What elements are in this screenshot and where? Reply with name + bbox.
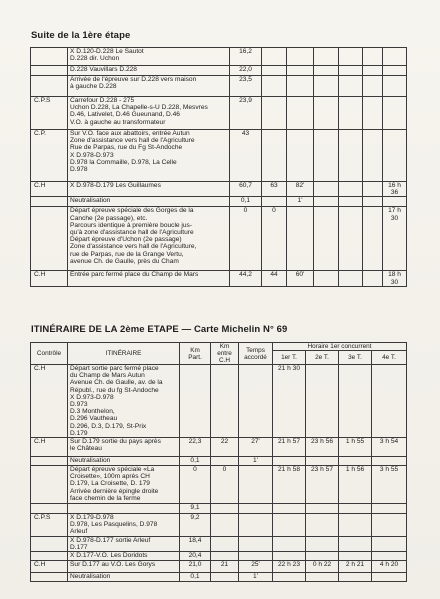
header-controle: Contrôle — [31, 343, 68, 365]
control-code: C.H — [31, 182, 68, 197]
control-code: C.H — [31, 365, 68, 438]
time-4th — [372, 536, 407, 551]
header-itineraire: ITINÉRAIRE — [68, 343, 180, 365]
time-2nd — [306, 504, 339, 514]
header-horaire: Horaire 1er concurrent — [273, 343, 407, 351]
km-between-ch — [211, 552, 239, 561]
time-1st — [273, 573, 306, 582]
table-row — [31, 466, 407, 504]
table-row — [31, 197, 407, 207]
km-part: 0 — [180, 466, 211, 504]
itinerary-text: D.228 Vauvillars D.228 — [68, 66, 230, 76]
header-temps: Temps accordé — [239, 343, 273, 365]
itinerary-text: X D.179-D.978 D.978, Les Pasquelins, D.978 Arleuf — [68, 514, 180, 537]
time-3rd — [363, 76, 383, 97]
time-1st — [314, 48, 339, 66]
time-3rd — [363, 66, 383, 76]
time-4th — [383, 97, 407, 130]
control-code — [31, 197, 68, 207]
km-between-ch — [211, 514, 239, 537]
itinerary-text: Départ épreuve spéciale des Gorges de la Canche (2e passage), etc. Parcours identique à première boucle jus- qu'à zone d'assistance hall de l'Agriculture Départ épreuve d'Uchon (2e passage) Zone d'assistance vers hall de l'Agriculture, rue de Parpas, rue de la Grange Vertu, avenue Ch. de Gaulle, près du Cham — [68, 207, 230, 271]
time-4th — [383, 48, 407, 66]
km-between-ch — [262, 197, 287, 207]
time-3rd — [363, 97, 383, 130]
km-between-ch: 44 — [262, 271, 287, 286]
time-allowed — [287, 130, 314, 182]
km-part: 0,1 — [230, 197, 262, 207]
header-t1: 1er T. — [273, 351, 306, 365]
time-1st — [273, 457, 306, 466]
km-part: 22,0 — [230, 66, 262, 76]
table-row — [31, 561, 407, 573]
header-t3: 3e T. — [339, 351, 372, 365]
time-allowed: 60' — [287, 271, 314, 286]
time-4th — [372, 457, 407, 466]
table-row — [31, 97, 407, 130]
time-2nd — [339, 207, 363, 271]
time-1st — [273, 504, 306, 514]
time-2nd — [339, 197, 363, 207]
itinerary-text: Départ épreuve spéciale «La Croisette», 100m après CH D.179, La Croisette, D. 179 Arrivée dernière épingle droite face chemin de la ferme — [68, 466, 180, 504]
time-allowed: 1' — [287, 197, 314, 207]
itinerary-text: Entrée parc fermé place du Champ de Mars — [68, 271, 230, 286]
control-code: C.H — [31, 271, 68, 286]
time-allowed — [287, 66, 314, 76]
time-3rd: 1 h 56 — [339, 466, 372, 504]
time-3rd — [339, 457, 372, 466]
time-1st — [314, 66, 339, 76]
time-4th — [383, 130, 407, 182]
km-between-ch — [211, 365, 239, 438]
time-4th — [383, 197, 407, 207]
time-1st: 21 h 58 — [273, 466, 306, 504]
time-1st — [273, 536, 306, 551]
time-2nd — [306, 514, 339, 537]
time-3rd: 2 h 21 — [339, 561, 372, 573]
time-4th — [383, 66, 407, 76]
table-row — [31, 552, 407, 561]
itinerary-text: Sur D.179 sortie du pays après le Château — [68, 438, 180, 457]
time-3rd — [363, 130, 383, 182]
time-allowed — [239, 504, 273, 514]
table-row — [31, 365, 407, 438]
time-4th: 18 h 30 — [383, 271, 407, 286]
km-part: 20,4 — [180, 552, 211, 561]
header-t4: 4e T. — [372, 351, 407, 365]
time-4th: 3 h 55 — [372, 466, 407, 504]
time-allowed — [239, 514, 273, 537]
table-row — [31, 504, 407, 514]
km-part: 0 — [230, 207, 262, 271]
km-between-ch — [262, 48, 287, 66]
table-row — [31, 457, 407, 466]
control-code — [31, 573, 68, 582]
time-allowed — [287, 48, 314, 66]
itinerary-text: X D.978-D.177 sortie Arleuf D.177 — [68, 536, 180, 551]
time-allowed: 1' — [239, 573, 273, 582]
time-allowed — [239, 466, 273, 504]
time-allowed — [239, 536, 273, 551]
table-row — [31, 514, 407, 537]
itinerary-text: X D.978-D.179 Les Guillaumes — [68, 182, 230, 197]
control-code — [31, 207, 68, 271]
km-part: 43 — [230, 130, 262, 182]
time-allowed: 25' — [239, 561, 273, 573]
time-2nd — [306, 365, 339, 438]
time-4th: 16 h 36 — [383, 182, 407, 197]
control-code: C.P.S — [31, 97, 68, 130]
time-4th: 3 h 54 — [372, 438, 407, 457]
km-part: 22,3 — [180, 438, 211, 457]
control-code — [31, 466, 68, 504]
header-t2: 2e T. — [306, 351, 339, 365]
time-1st — [314, 207, 339, 271]
time-1st — [314, 197, 339, 207]
table-row — [31, 573, 407, 582]
time-allowed — [287, 76, 314, 97]
itinerary-text: Neutralisation — [68, 457, 180, 466]
control-code — [31, 536, 68, 551]
itinerary-text: Départ sortie parc fermé place du Champ de Mars Autun Avenue Ch. de Gaulle, av. de la Républ., rue du fg St-Andoche X D.973-D.978 D.973 D.3 Monthelon, D.296 Vautheau D.296, D.3, D.179, St-Prix D.179 — [68, 365, 180, 438]
control-code — [31, 552, 68, 561]
time-2nd — [306, 573, 339, 582]
km-between-ch — [211, 536, 239, 551]
km-between-ch: 0 — [211, 466, 239, 504]
time-3rd — [339, 536, 372, 551]
time-2nd — [339, 97, 363, 130]
time-2nd — [339, 130, 363, 182]
km-between-ch — [211, 573, 239, 582]
control-code: C.P. — [31, 130, 68, 182]
time-4th — [372, 365, 407, 438]
time-3rd — [363, 271, 383, 286]
table-row — [31, 182, 407, 197]
itinerary-text: Neutralisation — [68, 197, 230, 207]
km-part: 18,4 — [180, 536, 211, 551]
time-1st — [314, 182, 339, 197]
table-row — [31, 271, 407, 286]
km-between-ch: 0 — [262, 207, 287, 271]
itinerary-text: X D.120-D.228 Le Sautot D.228 dir. Uchon — [68, 48, 230, 66]
time-1st — [314, 271, 339, 286]
time-1st: 21 h 30 — [273, 365, 306, 438]
control-code — [31, 504, 68, 514]
time-4th: 4 h 20 — [372, 561, 407, 573]
km-part: 9,1 — [180, 504, 211, 514]
itinerary-text: Neutralisation — [68, 573, 180, 582]
time-1st: 22 h 23 — [273, 561, 306, 573]
time-3rd — [363, 182, 383, 197]
time-3rd — [363, 48, 383, 66]
km-between-ch: 63 — [262, 182, 287, 197]
km-part: 16,2 — [230, 48, 262, 66]
time-1st — [273, 514, 306, 537]
time-1st: 21 h 57 — [273, 438, 306, 457]
km-between-ch — [211, 504, 239, 514]
table-row — [31, 76, 407, 97]
time-2nd — [339, 66, 363, 76]
time-allowed: 27' — [239, 438, 273, 457]
section-title-2: ITINÉRAIRE DE LA 2ème ETAPE — Carte Michelin N° 69 — [31, 324, 288, 335]
time-4th — [372, 514, 407, 537]
time-3rd: 1 h 55 — [339, 438, 372, 457]
km-between-ch: 22 — [211, 438, 239, 457]
itinerary-text: Sur V.O. face aux abattoirs, entrée Autun Zone d'assistance vers hall de l'Agriculture Rue de Parpas, rue du Fg St-Andoche X D.978-D.973 D.978 la Commaille, D.978, La Celle D.978 — [68, 130, 230, 182]
control-code: C.H — [31, 561, 68, 573]
time-2nd — [339, 182, 363, 197]
time-allowed: 1' — [239, 457, 273, 466]
table-row — [31, 438, 407, 457]
control-code — [31, 457, 68, 466]
itinerary-text: Sur D.177 au V.O. Les Gorys — [68, 561, 180, 573]
time-3rd — [363, 197, 383, 207]
km-part: 9,2 — [180, 514, 211, 537]
time-allowed: 82' — [287, 182, 314, 197]
control-code — [31, 48, 68, 66]
time-3rd — [339, 573, 372, 582]
time-3rd — [339, 514, 372, 537]
time-3rd — [339, 504, 372, 514]
km-between-ch — [262, 76, 287, 97]
header-km-part: Km Part. — [180, 343, 211, 365]
table-row — [31, 48, 407, 66]
time-4th — [372, 573, 407, 582]
km-between-ch — [211, 457, 239, 466]
time-2nd — [306, 536, 339, 551]
time-allowed — [287, 207, 314, 271]
section-title-1: Suite de la 1ère étape — [31, 30, 131, 41]
control-code: C.P.S — [31, 514, 68, 537]
itinerary-table-2 — [30, 342, 407, 582]
km-between-ch — [262, 97, 287, 130]
time-2nd — [339, 48, 363, 66]
km-part: 60,7 — [230, 182, 262, 197]
itinerary-text — [68, 504, 180, 514]
km-between-ch — [262, 130, 287, 182]
header-km-ch: Km entre C.H — [211, 343, 239, 365]
km-part: 23,9 — [230, 97, 262, 130]
table-row — [31, 536, 407, 551]
time-allowed — [239, 552, 273, 561]
control-code: C.H — [31, 438, 68, 457]
time-4th — [383, 76, 407, 97]
km-between-ch — [262, 66, 287, 76]
time-2nd — [306, 457, 339, 466]
time-2nd — [339, 76, 363, 97]
time-2nd: 23 h 57 — [306, 466, 339, 504]
control-code — [31, 76, 68, 97]
time-3rd — [339, 365, 372, 438]
km-part: 21,0 — [180, 561, 211, 573]
table-row — [31, 207, 407, 271]
itinerary-text: Carrefour D.228 - 275 Uchon D.228, La Chapelle-s-U D.228, Mesvres D.46, Lativelet, D.46 Gueunand, D.46 V.O. à gauche au transformateur — [68, 97, 230, 130]
time-1st — [273, 552, 306, 561]
time-1st — [314, 130, 339, 182]
km-part: 23,5 — [230, 76, 262, 97]
itinerary-text: Arrivée de l'épreuve sur D.228 vers maison à gauche D.228 — [68, 76, 230, 97]
control-code — [31, 66, 68, 76]
time-allowed — [287, 97, 314, 130]
km-part: 0,1 — [180, 573, 211, 582]
time-1st — [314, 97, 339, 130]
time-3rd — [339, 552, 372, 561]
time-3rd — [363, 207, 383, 271]
itinerary-table-1 — [30, 47, 407, 287]
time-1st — [314, 76, 339, 97]
km-part: 0,1 — [180, 457, 211, 466]
time-4th — [372, 552, 407, 561]
time-2nd: 23 h 56 — [306, 438, 339, 457]
km-part: 44,2 — [230, 271, 262, 286]
time-2nd — [306, 552, 339, 561]
itinerary-text: X D.177-V.O. Les Doridots — [68, 552, 180, 561]
time-2nd: 0 h 22 — [306, 561, 339, 573]
km-between-ch: 21 — [211, 561, 239, 573]
table-row — [31, 130, 407, 182]
time-4th — [372, 504, 407, 514]
time-2nd — [339, 271, 363, 286]
time-allowed — [239, 365, 273, 438]
table-row — [31, 66, 407, 76]
km-part — [180, 365, 211, 438]
time-4th: 17 h 30 — [383, 207, 407, 271]
